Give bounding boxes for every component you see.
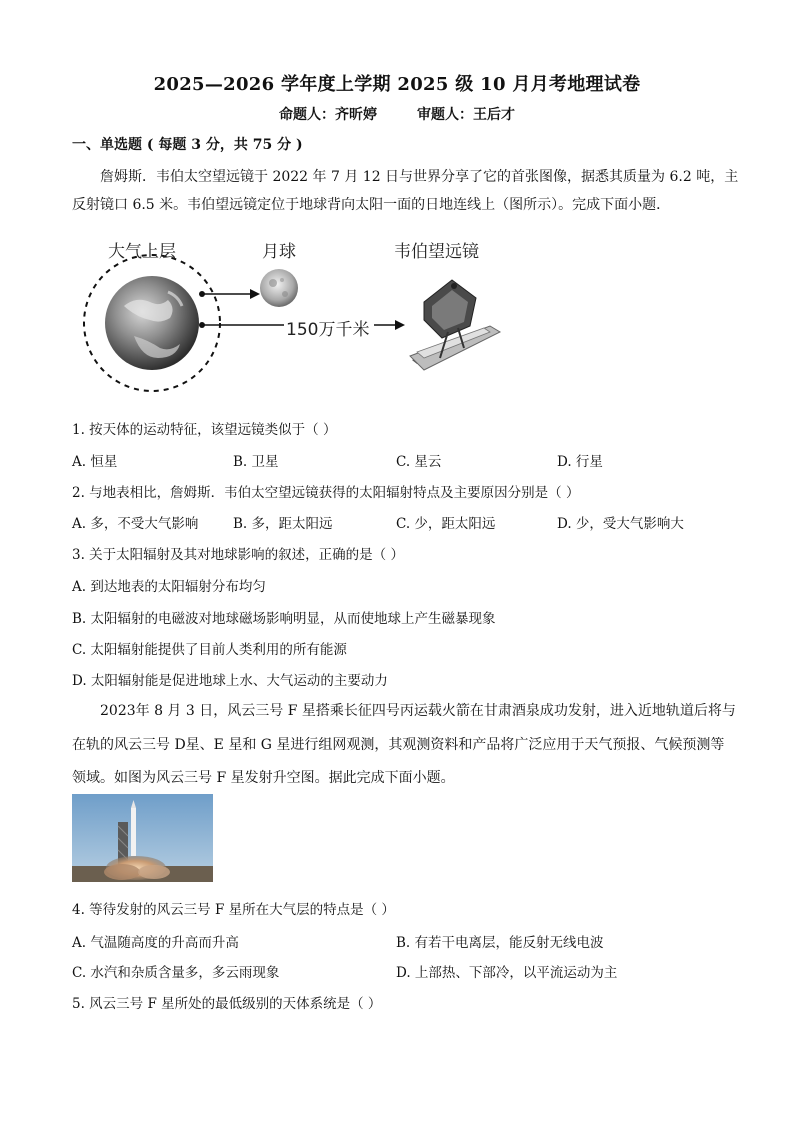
question-3-option-a[interactable]: A. 到达地表的太阳辐射分布均匀 bbox=[72, 579, 266, 595]
exam-title: 2025—2026 学年度上学期 2025 级 10 月月考地理试卷 bbox=[153, 74, 641, 95]
webb-telescope-image bbox=[410, 280, 500, 370]
author-line bbox=[0, 104, 794, 124]
label-distance: 150万千米 bbox=[286, 320, 370, 340]
question-3-option-d[interactable]: D. 太阳辐射能是促进地球上水、大气运动的主要动力 bbox=[72, 673, 388, 689]
question-1-stem: 1. 按天体的运动特征，该望远镜类似于（ ） bbox=[72, 422, 337, 438]
question-4-option-d[interactable]: D. 上部热、下部冷，以平流运动为主 bbox=[396, 965, 618, 981]
question-3-option-c[interactable]: C. 太阳辐射能提供了目前人类利用的所有能源 bbox=[72, 642, 347, 658]
figure-earth-moon-telescope bbox=[72, 228, 512, 398]
question-2-option-b[interactable]: B. 多，距太阳远 bbox=[233, 516, 333, 532]
question-1-option-c[interactable]: C. 星云 bbox=[396, 454, 442, 470]
earth-image bbox=[105, 276, 199, 370]
question-5-stem: 5. 风云三号 F 星所处的最低级别的天体系统是（ ） bbox=[72, 996, 382, 1012]
question-1-option-d[interactable]: D. 行星 bbox=[557, 454, 603, 470]
question-1-option-b[interactable]: B. 卫星 bbox=[233, 454, 279, 470]
question-2-stem: 2. 与地表相比，詹姆斯．韦伯太空望远镜获得的太阳辐射特点及主要原因分别是（ ） bbox=[72, 485, 580, 501]
setter-name: 命题人：齐昕婷 bbox=[279, 107, 377, 123]
passage2-line2: 在轨的风云三号 D星、E 星和 G 星进行组网观测，其观测资料和产品将广泛应用于天气预报、气候预测等 bbox=[72, 737, 725, 753]
question-2-option-d[interactable]: D. 少，受大气影响大 bbox=[557, 516, 684, 532]
moon-image bbox=[260, 269, 298, 307]
question-4-option-a[interactable]: A. 气温随高度的升高而升高 bbox=[72, 935, 239, 951]
question-4-stem: 4. 等待发射的风云三号 F 星所在大气层的特点是（ ） bbox=[72, 902, 395, 918]
label-telescope: 韦伯望远镜 bbox=[394, 242, 479, 262]
rocket-launch-photo bbox=[72, 794, 213, 882]
label-atmosphere: 大气上层 bbox=[108, 242, 176, 262]
passage2-line3: 领域。如图为风云三号 F 星发射升空图。据此完成下面小题。 bbox=[72, 770, 455, 786]
label-moon: 月球 bbox=[262, 242, 296, 262]
reviewer-name: 审题人：王后才 bbox=[417, 107, 515, 123]
question-2-option-c[interactable]: C. 少，距太阳远 bbox=[396, 516, 496, 532]
passage1-line2: 反射镜口 6.5 米。韦伯望远镜定位于地球背向太阳一面的日地连线上（图所示）。完成下面小题． bbox=[72, 197, 671, 213]
question-1-option-a[interactable]: A. 恒星 bbox=[72, 454, 118, 470]
section-heading: 一、单选题 ( 每题 3 分，共 75 分 ) bbox=[72, 137, 303, 153]
question-4-option-c[interactable]: C. 水汽和杂质含量多，多云雨现象 bbox=[72, 965, 280, 981]
question-3-stem: 3. 关于太阳辐射及其对地球影响的叙述，正确的是（ ） bbox=[72, 547, 404, 563]
question-4-option-b[interactable]: B. 有若干电离层，能反射无线电波 bbox=[396, 935, 604, 951]
passage1-line1: 詹姆斯．韦伯太空望远镜于 2022 年 7 月 12 日与世界分享了它的首张图像，据悉其质量为 6.2 吨，主 bbox=[100, 169, 739, 185]
passage2-line1: 2023年 8 月 3 日，风云三号 F 星搭乘长征四号丙运载火箭在甘肃酒泉成功发射，进入近地轨道后将与 bbox=[100, 703, 736, 719]
question-2-option-a[interactable]: A. 多，不受大气影响 bbox=[72, 516, 199, 532]
question-3-option-b[interactable]: B. 太阳辐射的电磁波对地球磁场影响明显，从而使地球上产生磁暴现象 bbox=[72, 611, 496, 627]
